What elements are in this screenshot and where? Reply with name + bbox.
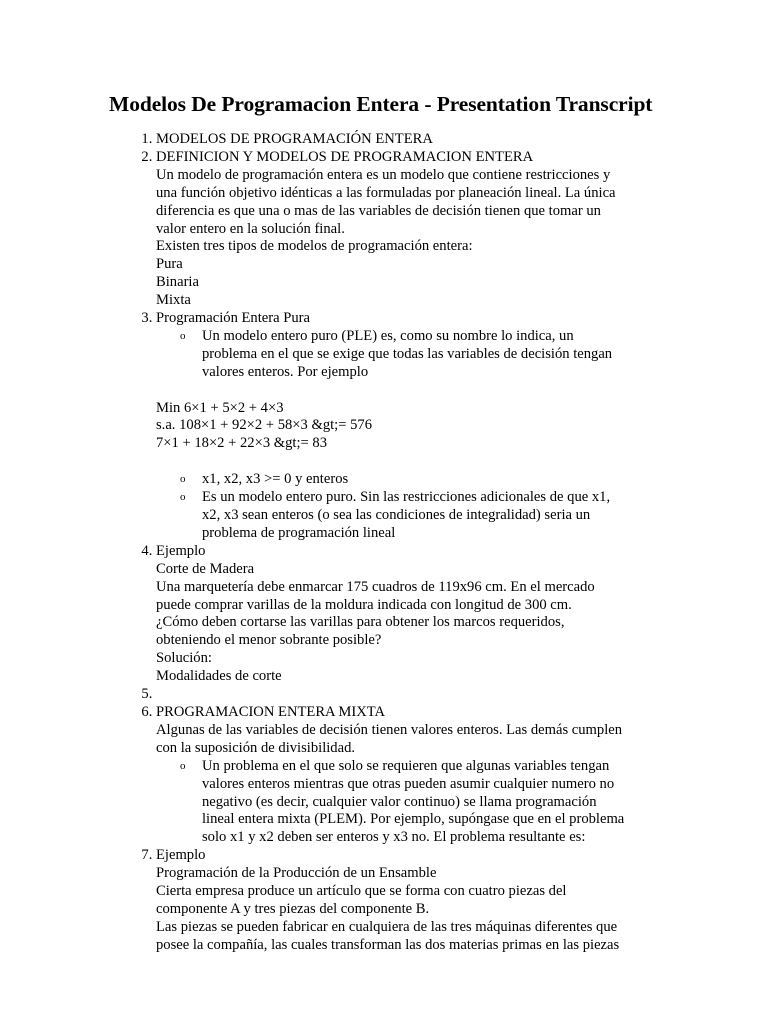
document-page: [109, 90, 669, 955]
sub-list-item: [202, 489, 669, 543]
body-text-line: Algunas de las variables de decisión tienen valores enteros. Las demás cumplen: [156, 721, 623, 738]
sub-list: [156, 758, 669, 848]
list-item: [156, 310, 669, 543]
body-text-line: Programación de la Producción de un Ensamble: [156, 865, 437, 882]
transcript-list: [109, 131, 669, 955]
body-text-line: valor entero en la solución final.: [156, 220, 345, 237]
body-text-line: Mixta: [156, 292, 191, 309]
body-text-line: o Un modelo entero puro (PLE) es, como su nombre lo indica, un: [202, 327, 574, 344]
body-text-line: x2, x3 sean enteros (o sea las condiciones de integralidad) seria un: [202, 507, 591, 523]
body-text-line: solo x1 y x2 deben ser enteros y x3 no. El problema resultante es:: [202, 829, 586, 846]
body-text-line: Corte de Madera: [156, 560, 255, 577]
body-text-line: componente A y tres piezas del componente B.: [156, 900, 430, 917]
body-text-line: Existen tres tipos de modelos de programación entera:: [156, 238, 473, 255]
spacer: [156, 453, 669, 471]
body-text-line: ¿Cómo deben cortarse las varillas para obtener los marcos requeridos,: [156, 614, 565, 631]
item-heading: 1. MODELOS DE PROGRAMACIÓN ENTERA: [156, 131, 433, 147]
body-text-line: Solución:: [156, 650, 212, 667]
body-text-line: Binaria: [156, 274, 199, 291]
list-item: [156, 131, 669, 149]
list-item: [156, 149, 669, 310]
body-text-line: obteniendo el menor sobrante posible?: [156, 632, 382, 649]
body-text-line: Una marquetería debe enmarcar 175 cuadros de 119x96 cm. En el mercado: [156, 578, 595, 595]
list-item: [156, 704, 669, 847]
sub-list: [156, 471, 669, 543]
body-text-line: lineal entera mixta (PLEM). Por ejemplo, supóngase que en el problema: [202, 811, 625, 828]
formula-line: 7×1 + 18×2 + 22×3 &gt;= 83: [156, 435, 327, 452]
list-item: [156, 686, 669, 704]
body-text-line: o Es un modelo entero puro. Sin las restricciones adicionales de que x1,: [202, 489, 611, 506]
body-text-line: o x1, x2, x3 >= 0 y enteros: [202, 471, 349, 488]
formula-line: s.a. 108×1 + 92×2 + 58×3 &gt;= 576: [156, 417, 372, 434]
item-heading: 7. Ejemplo: [156, 847, 206, 864]
document-title: Modelos De Programacion Entera - Presentation Transcript: [109, 92, 653, 116]
item-heading: 3. Programación Entera Pura: [156, 310, 310, 327]
body-text-line: Cierta empresa produce un artículo que se forma con cuatro piezas del: [156, 883, 567, 900]
empty-item-line: [156, 686, 669, 704]
body-text-line: Modalidades de corte: [156, 668, 282, 685]
body-text-line: una función objetivo idénticas a las formuladas por planeación lineal. La única: [156, 184, 616, 201]
sub-list: [156, 328, 669, 382]
item-heading: 2. DEFINICION Y MODELOS DE PROGRAMACION ENTERA: [156, 148, 534, 165]
body-text-line: o Un problema en el que solo se requieren que algunas variables tengan: [202, 757, 610, 774]
body-text-line: valores enteros mientras que otras pueden asumir cualquier numero no: [202, 775, 615, 792]
sub-list-item: [202, 471, 669, 489]
body-text-line: posee la compañía, las cuales transforman las dos materias primas en las piezas: [156, 936, 620, 953]
sub-list-item: [202, 328, 669, 382]
formula-line: Min 6×1 + 5×2 + 4×3: [156, 399, 284, 416]
body-text-line: con la suposición de divisibilidad.: [156, 739, 356, 756]
item-heading: 6. PROGRAMACION ENTERA MIXTA: [156, 703, 386, 720]
body-text-line: Pura: [156, 256, 183, 273]
list-item: [156, 847, 669, 954]
body-text-line: problema de programación lineal: [202, 524, 396, 541]
body-text-line: Las piezas se pueden fabricar en cualquiera de las tres máquinas diferentes que: [156, 918, 618, 935]
body-text-line: puede comprar varillas de la moldura indicada con longitud de 300 cm.: [156, 596, 572, 613]
list-item: [156, 543, 669, 686]
body-text-line: Un modelo de programación entera es un modelo que contiene restricciones y: [156, 166, 611, 183]
spacer: [156, 382, 669, 400]
body-text-line: negativo (es decir, cualquier valor continuo) se llama programación: [202, 793, 597, 810]
body-text-line: diferencia es que una o mas de las variables de decisión tienen que tomar un: [156, 202, 601, 219]
sub-list-item: [202, 758, 669, 848]
body-text-line: valores enteros. Por ejemplo: [202, 363, 369, 380]
body-text-line: problema en el que se exige que todas las variables de decisión tengan: [202, 345, 613, 362]
item-heading: 4. Ejemplo: [156, 542, 206, 559]
